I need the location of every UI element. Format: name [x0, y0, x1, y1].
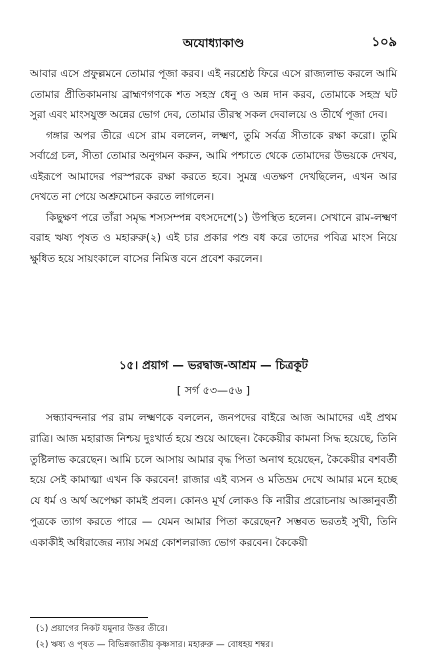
page-number: ১০৯: [371, 35, 397, 50]
running-head: [30, 34, 397, 52]
sarga-range: [ সর্গ ৫৩—৫৬ ]: [176, 384, 251, 397]
footnote: (১) প্রয়াগের নিকট যমুনার উত্তর তীরে।: [36, 624, 168, 634]
running-title: অযোধ্যাকাণ্ড: [182, 36, 245, 50]
paragraph: গঙ্গার অপর তীরে এসে রাম বললেন, লক্ষ্মণ, তুমি সর্বত্র সীতাকে রক্ষা করো। তুমি সর্বাগ্রে চল, সীতা তোমার অনুগমন করুন, আমি পশ্চাতে থেকে তোমাদের উভয়কে দেখব, এইরূপে আমাদের পরস্পরকে রক্ষা করতে হবে। সুমন্ত্র এতক্ষণ দেখছিলেন, এখন আর দেখতে না পেয়ে অশ্রুমোচন করতে লাগলেন।: [30, 129, 397, 203]
body-text-top: [30, 64, 397, 269]
body-text-bottom: [30, 408, 397, 554]
paragraph: সন্ধ্যাবন্দনার পর রাম লক্ষ্মণকে বললেন, জনপদের বাইরে আজ আমাদের এই প্রথম রাত্রি। আজ মহারাজ নিশ্চয় দুঃখার্ত হয়ে শুয়ে আছেন। কৈকেয়ীর কামনা সিদ্ধ হয়েছে, তিনি তুষ্টিলাভ করেছেন। আমি চলে আসায় আমার বৃদ্ধ পিতা অনাথ হয়েছেন, কৈকেয়ীর বশবর্তী হয়ে সেই কামাত্মা এখন কি করবেন! রাজার এই ব্যসন ও মতিভ্রম দেখে আমার মনে হচ্ছে যে ধর্ম ও অর্থ অপেক্ষা কামই প্রবল। কোনও মূর্খ লোকও কি নারীর প্ররোচনায় আজ্ঞানুবর্তী পুত্রকে ত্যাগ করতে পারে — যেমন আমার পিতা করেছেন? সম্ভবত ভরতই সুখী, তিনি একাকীই অধিরাজের ন্যায় সমগ্র কোশলরাজ্য ভোগ করবেন। কৈকেয়ী: [30, 412, 397, 549]
section-heading: ১৫। প্রয়াগ — ভরদ্বাজ-আশ্রম — চিত্রকূট: [119, 358, 308, 372]
paragraph-continued: আবার এসে প্রফুল্লমনে তোমার পূজা করব। এই নরশ্রেষ্ঠ ফিরে এসে রাজ্যলাভ করলে আমি তোমার প্রীতিকামনায় ব্রাহ্মণগণকে শত সহস্র ধেনু ও অন্ন দান করব, তোমাকে সহস্র ঘট সুরা এবং মাংসযুক্ত অন্নের ভোগ দেব, তোমার তীরস্থ সকল দেবালয়ে ও তীর্থে পূজা দেব।: [30, 68, 397, 121]
footnote-divider: [30, 617, 148, 618]
paragraph: কিছুক্ষণ পরে তাঁরা সমৃদ্ধ শস্যসম্পন্ন বৎসদেশে(১) উপস্থিত হলেন। সেখানে রাম-লক্ষ্মণ বরাহ ঋষ্য পৃষত ও মহারুরু(২) এই চার প্রকার পশু বধ করে তাদের পবিত্র মাংস নিয়ে ক্ষুধিত হয়ে সায়ংকালে বাসের নিমিত্ত বনে প্রবেশ করলেন।: [30, 211, 397, 265]
footnote: (২) ঋষ্য ও পৃষত — বিভিন্নজাতীয় কৃষ্ণসার। মহারুরু — বোধহয় শম্বর।: [36, 640, 274, 650]
footnotes: [36, 621, 397, 653]
